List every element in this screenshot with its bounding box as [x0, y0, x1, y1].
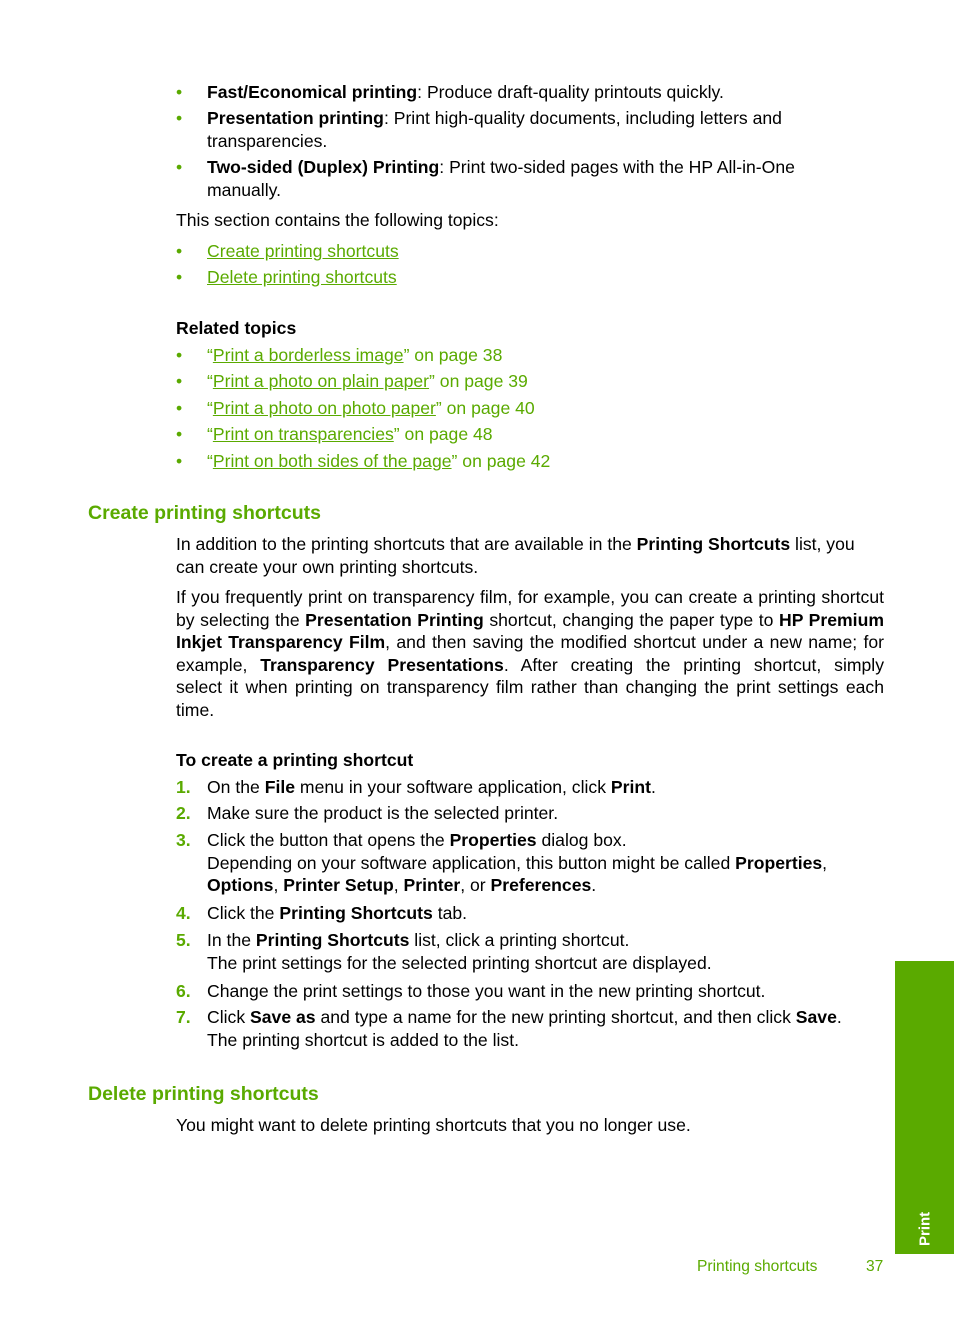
description-cont: transparencies.	[207, 130, 328, 151]
text: menu in your software application, click	[295, 777, 611, 797]
text: .	[836, 1007, 842, 1027]
term: Fast/Economical printing	[207, 82, 418, 102]
emphasis: Printing Shortcuts	[636, 534, 791, 554]
topics-intro: This section contains the following topics:	[176, 210, 499, 230]
page-number: 37	[866, 1258, 884, 1275]
footer-section-name: Printing shortcuts	[697, 1258, 818, 1275]
emphasis: Transparency Presentations	[260, 654, 504, 675]
create-paragraph-2	[176, 586, 884, 721]
emphasis: Properties	[735, 852, 823, 873]
text: ,	[393, 875, 404, 895]
emphasis: Properties	[449, 830, 537, 850]
paragraph-line: time.	[176, 699, 215, 720]
description: : Print two-sided pages with the HP All-in-One	[439, 157, 795, 177]
page-ref: ” on page 39	[429, 371, 528, 391]
step-text	[207, 1006, 842, 1051]
emphasis: HP Premium	[778, 609, 884, 630]
paragraph-line	[176, 654, 884, 677]
emphasis: File	[264, 777, 296, 797]
topic-link-create[interactable]: Create printing shortcuts	[207, 241, 399, 261]
emphasis: Print	[610, 777, 651, 797]
list-item	[207, 344, 502, 367]
text: . After creating the printing shortcut, simply	[503, 654, 884, 675]
paragraph-line: select it when printing on transparency film rather than changing the print settings each	[176, 677, 884, 697]
text: list, click a printing shortcut.	[409, 930, 630, 950]
text: and type a name for the new printing shortcut, and then click	[315, 1007, 796, 1027]
step-text	[207, 929, 712, 974]
bullet-marker: •	[176, 371, 183, 391]
chapter-tab-label: Print	[916, 1211, 933, 1246]
related-link-borderless[interactable]: Print a borderless image	[212, 345, 404, 365]
quote-open: “	[207, 451, 213, 471]
section-heading-delete: Delete printing shortcuts	[88, 1083, 319, 1105]
text: example,	[176, 654, 261, 675]
bullet-marker: •	[176, 157, 183, 177]
text: .	[591, 875, 597, 895]
chapter-tab-label-wrap	[895, 1186, 954, 1246]
related-link-plain-paper[interactable]: Print a photo on plain paper	[212, 371, 430, 391]
list-item	[207, 397, 535, 420]
quote-open: “	[207, 371, 213, 391]
paragraph-line	[176, 631, 884, 654]
page-ref: ” on page 42	[451, 451, 551, 471]
list-item	[207, 81, 724, 104]
text: can create your own printing shortcuts.	[176, 556, 479, 577]
list-item	[207, 107, 782, 152]
text: by selecting the	[176, 609, 306, 630]
paragraph-line: If you frequently print on transparency film, for example, you can create a printing shortcut	[176, 587, 884, 607]
list-item	[207, 156, 795, 201]
text: In addition to the printing shortcuts that are available in the	[176, 534, 637, 554]
text: ,	[273, 875, 284, 895]
section-heading-create: Create printing shortcuts	[88, 502, 321, 524]
text: Click the	[207, 903, 280, 923]
emphasis: Printer	[403, 875, 461, 895]
description-cont: manually.	[207, 179, 281, 200]
step-text: Change the print settings to those you want in the new printing shortcut.	[207, 981, 766, 1001]
step-text	[207, 776, 656, 799]
description: : Print high-quality documents, including letters and	[383, 108, 782, 128]
related-link-both-sides[interactable]: Print on both sides of the page	[212, 451, 452, 471]
emphasis: Save as	[250, 1007, 316, 1027]
text: Depending on your software application, this button might be called	[207, 852, 736, 873]
bullet-marker: •	[176, 108, 183, 128]
step-number: 5.	[176, 930, 191, 950]
paragraph-line	[176, 609, 884, 632]
related-link-transparencies[interactable]: Print on transparencies	[212, 424, 394, 444]
emphasis: Inkjet Transparency Film	[176, 632, 386, 652]
text: The printing shortcut is added to the list.	[207, 1029, 519, 1050]
text: , or	[460, 875, 491, 895]
list-item	[207, 450, 550, 473]
text: On the	[207, 777, 265, 797]
term: Presentation printing	[207, 108, 384, 128]
emphasis: Printer Setup	[283, 875, 394, 895]
create-paragraph-1	[176, 533, 855, 578]
text: Click	[207, 1007, 251, 1027]
step-number: 7.	[176, 1007, 191, 1027]
bullet-marker: •	[176, 345, 183, 365]
step-text	[207, 902, 467, 925]
quote-open: “	[207, 424, 213, 444]
emphasis: Save	[795, 1007, 837, 1027]
step-number: 4.	[176, 903, 191, 923]
emphasis: Preferences	[490, 875, 592, 895]
text: The print settings for the selected printing shortcut are displayed.	[207, 952, 712, 973]
emphasis: Options	[207, 875, 274, 895]
list-item	[207, 423, 493, 446]
topic-link-delete[interactable]: Delete printing shortcuts	[207, 267, 397, 287]
list-item	[207, 370, 528, 393]
text: ,	[822, 852, 828, 873]
text: list, you	[790, 534, 855, 554]
procedure-heading: To create a printing shortcut	[176, 750, 414, 770]
step-number: 3.	[176, 830, 191, 850]
emphasis: Printing Shortcuts	[255, 930, 410, 950]
text: shortcut, changing the paper type to	[483, 609, 779, 630]
text: , and then saving the modified shortcut under a new name; for	[385, 632, 884, 652]
quote-open: “	[207, 398, 213, 418]
bullet-marker: •	[176, 82, 183, 102]
term: Two-sided (Duplex) Printing	[207, 157, 440, 177]
description: : Produce draft-quality printouts quickly.	[417, 82, 724, 102]
step-text	[207, 829, 827, 897]
text: Click the button that opens the	[207, 830, 450, 850]
related-topics-heading: Related topics	[176, 318, 297, 338]
emphasis: Presentation Printing	[305, 609, 484, 630]
bullet-marker: •	[176, 424, 183, 444]
text: .	[650, 777, 656, 797]
step-number: 1.	[176, 777, 191, 797]
step-number: 2.	[176, 803, 191, 823]
bullet-marker: •	[176, 241, 183, 261]
text: tab.	[432, 903, 468, 923]
page-ref: ” on page 48	[393, 424, 493, 444]
page-ref: ” on page 38	[403, 345, 503, 365]
bullet-marker: •	[176, 451, 183, 471]
delete-paragraph: You might want to delete printing shortcuts that you no longer use.	[176, 1115, 691, 1135]
bullet-marker: •	[176, 398, 183, 418]
related-link-photo-paper[interactable]: Print a photo on photo paper	[212, 398, 436, 418]
text: dialog box.	[536, 830, 627, 850]
quote-open: “	[207, 345, 213, 365]
emphasis: Printing Shortcuts	[279, 903, 433, 923]
step-text: Make sure the product is the selected printer.	[207, 803, 559, 823]
chapter-tab	[895, 961, 954, 1254]
bullet-marker: •	[176, 267, 183, 287]
page-ref: ” on page 40	[435, 398, 535, 418]
text: In the	[207, 930, 256, 950]
step-number: 6.	[176, 981, 191, 1001]
